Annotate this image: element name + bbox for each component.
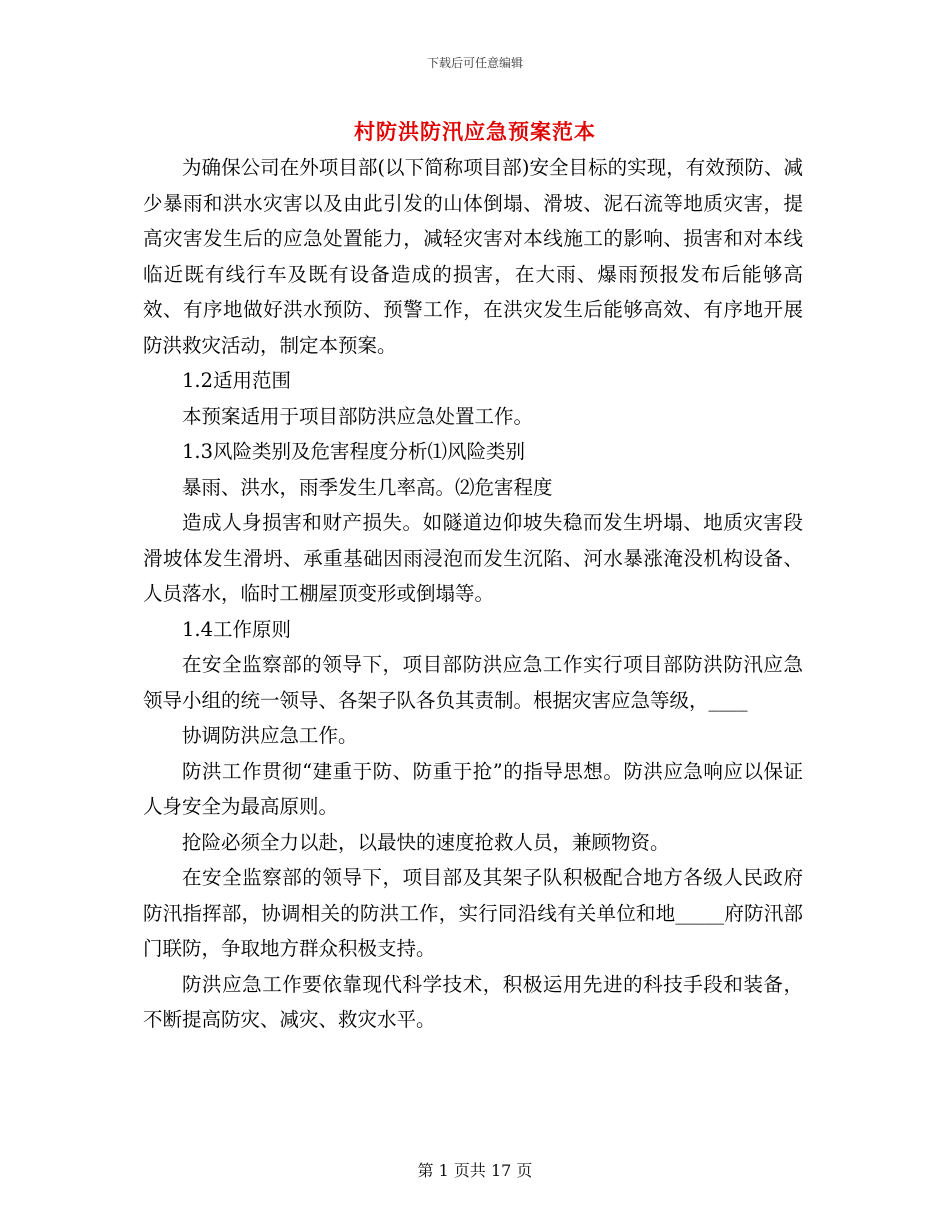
page-number-footer: 第 1 页共 17 页: [417, 1161, 533, 1180]
document-title: 村防洪防汛应急预案范本: [354, 119, 596, 144]
paragraph-harm-degree: 造成人身损害和财产损失。如隧道边仰坡失稳而发生坍塌、地质灾害段滑坡体发生滑坍、承重基础因雨浸泡而发生沉陷、河水暴涨淹没机构设备、人员落水，临时工棚屋顶变形或倒塌等。: [143, 511, 803, 605]
paragraph-principles-coordinate: 协调防洪应急工作。: [182, 724, 358, 747]
paragraph-risk-types: 暴雨、洪水，雨季发生几率高。⑵危害程度: [182, 475, 553, 499]
paragraph-principles-guideline: 防洪工作贯彻“建重于防、防重于抢”的指导思想。防洪应急响应以保证人身安全为最高原则。: [143, 759, 803, 818]
paragraph-principles-leadership: 在安全监察部的领导下，项目部防洪应急工作实行项目部防洪防汛应急领导小组的统一领导、各架子队各负其责制。根据灾害应急等级，____: [143, 653, 803, 712]
document-body: [143, 150, 803, 1038]
section-heading-risk: 1.3风险类别及危害程度分析⑴风险类别: [182, 440, 526, 463]
paragraph-principles-technology: 防洪应急工作要依靠现代科学技术，积极运用先进的科技手段和装备，不断提高防灾、减灾、救灾水平。: [143, 972, 803, 1031]
section-heading-principles: 1.4工作原则: [182, 617, 292, 641]
page-header-note: 下载后可任意编辑: [426, 56, 523, 70]
paragraph-principles-cooperation: 在安全监察部的领导下，项目部及其架子队积极配合地方各级人民政府防汛指挥部，协调相关的防洪工作，实行同沿线有关单位和地_____府防汛部门联防，争取地方群众积极支持。: [143, 866, 803, 960]
section-heading-scope: 1.2适用范围: [182, 369, 292, 392]
paragraph-scope: 本预案适用于项目部防洪应急处置工作。: [182, 404, 534, 428]
paragraph-intro: 为确保公司在外项目部(以下简称项目部)安全目标的实现，有效预防、减少暴雨和洪水灾害以及由此引发的山体倒塌、滑坡、泥石流等地质灾害，提高灾害发生后的应急处置能力，减轻灾害对本线施工的影响、损害和对本线临近既有线行车及既有设备造成的损害，在大雨、爆雨预报发布后能够高效、有序地做好洪水预防、预警工作，在洪灾发生后能够高效、有序地开展防洪救灾活动，制定本预案。: [143, 156, 803, 357]
paragraph-principles-rescue: 抢险必须全力以赴，以最快的速度抢救人员，兼顾物资。: [182, 830, 670, 854]
